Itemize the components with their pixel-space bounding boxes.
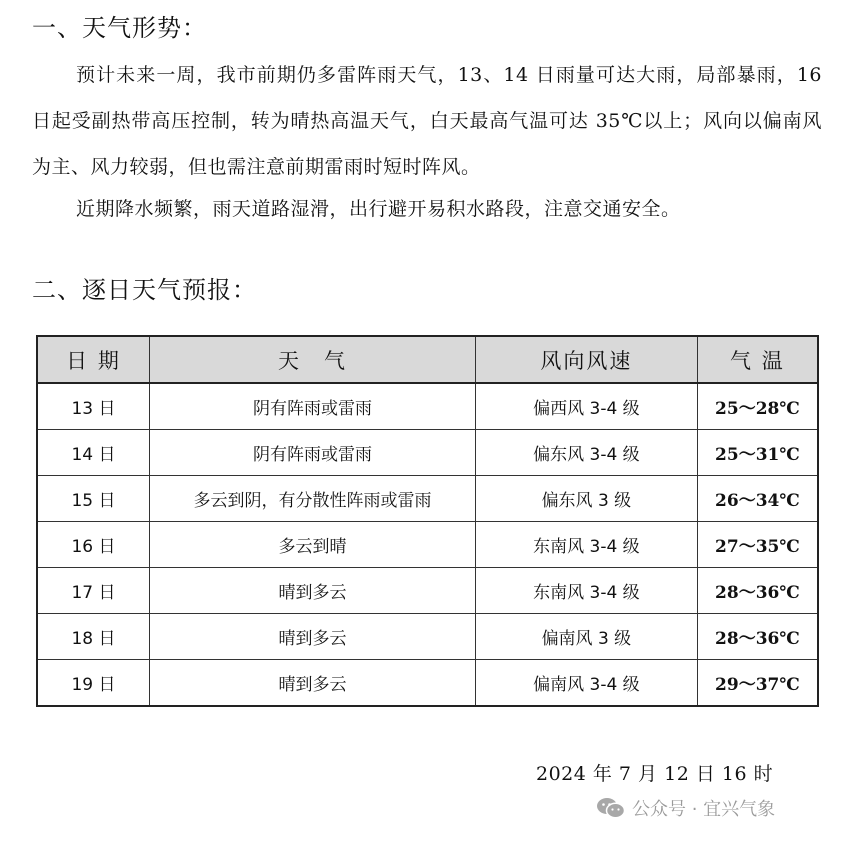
cell-temperature: 28～36℃ bbox=[697, 568, 818, 614]
cell-temperature: 25～31℃ bbox=[697, 430, 818, 476]
forecast-table bbox=[36, 335, 819, 707]
cell-date: 14 日 bbox=[37, 430, 150, 476]
cell-weather: 阴有阵雨或雷雨 bbox=[150, 430, 476, 476]
cell-date: 15 日 bbox=[37, 476, 150, 522]
cell-weather: 晴到多云 bbox=[150, 660, 476, 707]
cell-wind: 偏东风 3-4 级 bbox=[475, 430, 697, 476]
table-row bbox=[37, 660, 818, 707]
table-header-row bbox=[37, 336, 818, 383]
paragraph-forecast-summary: 预计未来一周，我市前期仍多雷阵雨天气，13、14 日雨量可达大雨，局部暴雨，16 日起受副热带高压控制，转为晴热高温天气，白天最高气温可达 35℃以上；风向以偏南风为主、风力较弱，但也需注意前期雷雨时短时阵风。 bbox=[32, 64, 822, 178]
wechat-account-name: 公众号 · 宜兴气象 bbox=[632, 799, 776, 820]
table-row bbox=[37, 383, 818, 430]
cell-temperature: 25～28℃ bbox=[697, 383, 818, 430]
wechat-icon bbox=[596, 796, 626, 820]
cell-wind: 偏西风 3-4 级 bbox=[475, 383, 697, 430]
table-row bbox=[37, 522, 818, 568]
header-wind: 风向风速 bbox=[475, 336, 697, 383]
section-title-weather-situation: 一、天气形势： bbox=[32, 14, 207, 42]
cell-temperature: 29～37℃ bbox=[697, 660, 818, 707]
table-row bbox=[37, 476, 818, 522]
paragraph-travel-advice: 近期降水频繁，雨天道路湿滑，出行避开易积水路段，注意交通安全。 bbox=[76, 198, 681, 220]
cell-weather: 多云到晴 bbox=[150, 522, 476, 568]
cell-weather: 多云到阴，有分散性阵雨或雷雨 bbox=[150, 476, 476, 522]
cell-temperature: 27～35℃ bbox=[697, 522, 818, 568]
table-row bbox=[37, 568, 818, 614]
issue-timestamp: 2024 年 7 月 12 日 16 时 bbox=[536, 763, 774, 785]
cell-date: 16 日 bbox=[37, 522, 150, 568]
header-date: 日 期 bbox=[37, 336, 150, 383]
cell-weather: 晴到多云 bbox=[150, 568, 476, 614]
cell-temperature: 26～34℃ bbox=[697, 476, 818, 522]
cell-wind: 偏南风 3-4 级 bbox=[475, 660, 697, 707]
cell-weather: 阴有阵雨或雷雨 bbox=[150, 383, 476, 430]
cell-date: 18 日 bbox=[37, 614, 150, 660]
header-temperature: 气 温 bbox=[697, 336, 818, 383]
cell-wind: 东南风 3-4 级 bbox=[475, 522, 697, 568]
table-row bbox=[37, 614, 818, 660]
cell-date: 17 日 bbox=[37, 568, 150, 614]
cell-wind: 东南风 3-4 级 bbox=[475, 568, 697, 614]
cell-weather: 晴到多云 bbox=[150, 614, 476, 660]
cell-date: 19 日 bbox=[37, 660, 150, 707]
cell-date: 13 日 bbox=[37, 383, 150, 430]
table-row bbox=[37, 430, 818, 476]
cell-temperature: 28～36℃ bbox=[697, 614, 818, 660]
section-title-daily-forecast: 二、逐日天气预报： bbox=[32, 276, 257, 304]
cell-wind: 偏东风 3 级 bbox=[475, 476, 697, 522]
cell-wind: 偏南风 3 级 bbox=[475, 614, 697, 660]
wechat-watermark bbox=[596, 795, 775, 821]
header-weather: 天 气 bbox=[150, 336, 476, 383]
